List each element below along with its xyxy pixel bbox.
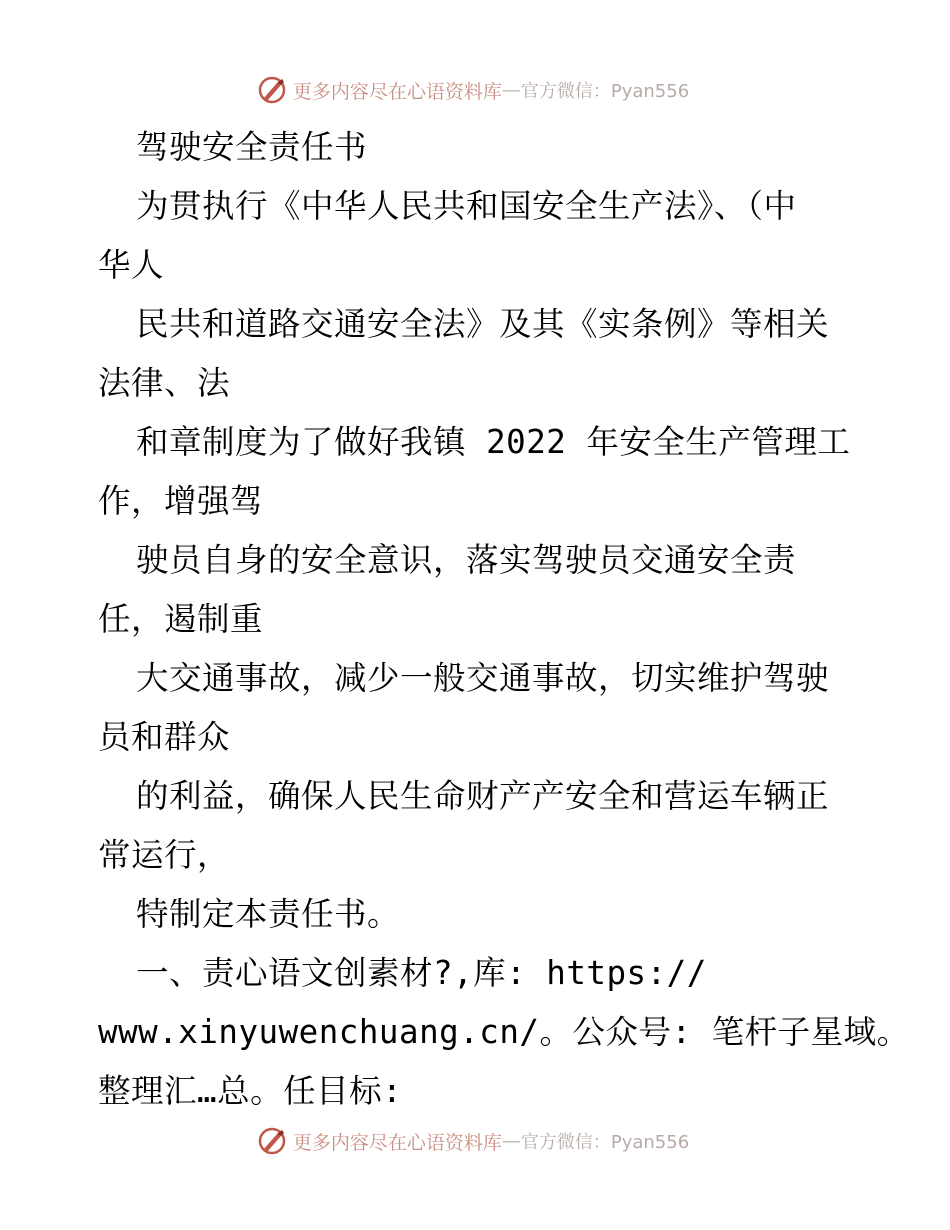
- text-line: 整理汇…总。任目标:: [98, 1072, 403, 1110]
- text-line: 为贯执行《中华人民共和国安全生产法》、（中: [136, 187, 797, 225]
- text-line: 华人: [98, 246, 165, 284]
- text-line: 大交通事故，减少一般交通事故，切实维护驾驶: [136, 659, 830, 697]
- watermark-wechat: 官方微信：Pyan556: [520, 1132, 690, 1153]
- watermark-separator: —: [501, 79, 521, 101]
- text-line: 的利益，确保人民生命财产产安全和营运车辆正: [136, 777, 830, 815]
- footer-watermark: [0, 1121, 950, 1161]
- text-line: 驶员自身的安全意识，落实驾驶员交通安全责: [136, 541, 797, 579]
- watermark-wechat: 官方微信：Pyan556: [520, 81, 690, 102]
- document-title: 驾驶安全责任书: [136, 128, 368, 166]
- text-line: 民共和道路交通安全法》及其《实条例》等相关: [136, 305, 830, 343]
- text-line: 任，遏制重: [98, 600, 264, 638]
- text-line: 法律、法: [98, 364, 231, 402]
- header-watermark: [0, 70, 950, 110]
- watermark-text: 更多内容尽在心语资料库: [292, 1131, 502, 1154]
- pen-logo-icon: [257, 1126, 287, 1156]
- text-line: 作，增强驾: [98, 482, 264, 520]
- text-line: 一、责心语文创素材?,库: https://: [136, 954, 707, 992]
- document-body: [98, 118, 910, 1121]
- pen-logo-icon: [257, 75, 287, 105]
- text-line: www.xinyuwenchuang.cn/。公众号: 笔杆子星域。: [98, 1013, 910, 1051]
- watermark-separator: —: [501, 1130, 521, 1152]
- text-line: 特制定本责任书。: [136, 895, 401, 933]
- watermark-text: 更多内容尽在心语资料库: [292, 80, 502, 103]
- text-line: 常运行，: [98, 836, 231, 874]
- text-line: 和章制度为了做好我镇 2022 年安全生产管理工: [136, 423, 851, 461]
- text-line: 员和群众: [98, 718, 231, 756]
